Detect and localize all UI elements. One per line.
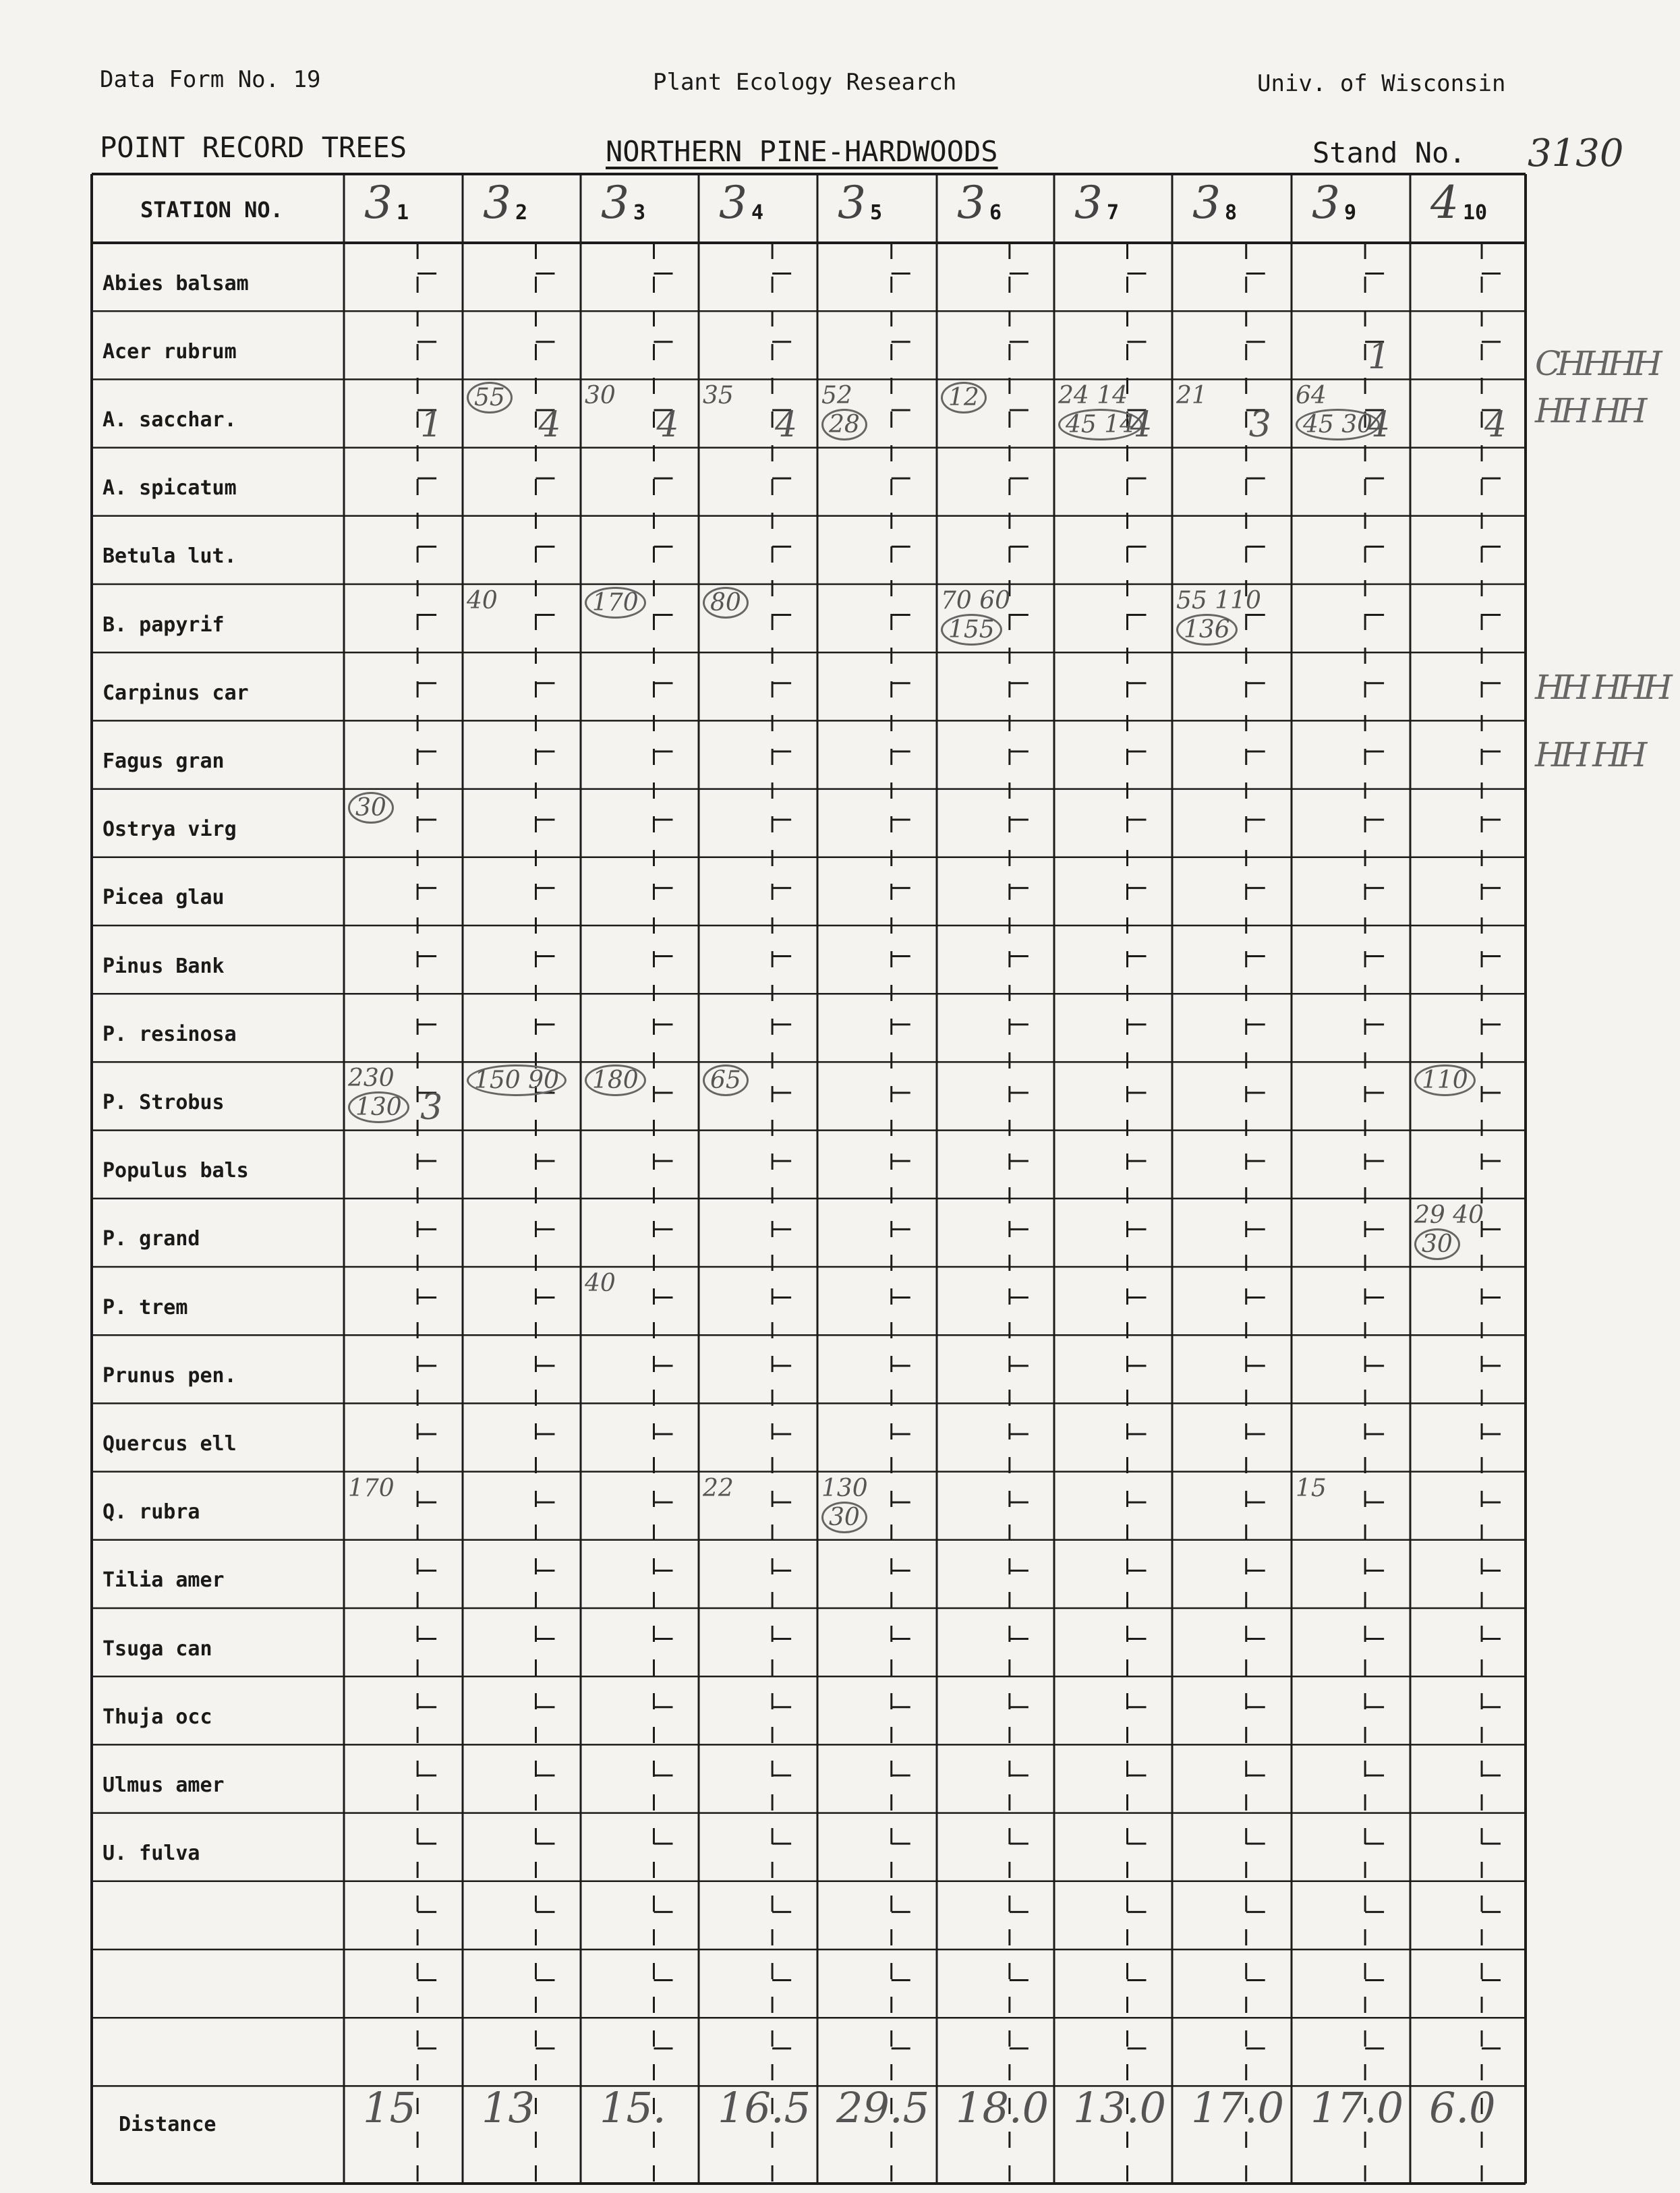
distance-value: 13: [482, 2083, 535, 2132]
diameter-entry: 110: [1414, 1064, 1476, 1096]
diameter-entry: 45 30: [1296, 409, 1380, 440]
species-label: P. grand: [103, 1227, 200, 1251]
species-label: Tilia amer: [103, 1568, 225, 1593]
species-label: Q. rubra: [103, 1500, 200, 1525]
station-number: 3: [633, 201, 646, 225]
species-label: P. resinosa: [103, 1022, 237, 1046]
diameter-entry: 80: [703, 587, 749, 619]
species-label: Tsuga can: [103, 1636, 212, 1661]
diameter-entry: 65: [703, 1064, 749, 1096]
diameter-entry: 136: [1176, 614, 1238, 646]
diameter-entry: 30: [821, 1502, 867, 1533]
station-prefix: 3: [838, 177, 866, 229]
diameter-entry: 230: [348, 1064, 395, 1093]
diameter-entry: 29 40: [1414, 1201, 1484, 1229]
quarter-count: 3: [420, 1087, 443, 1129]
diameter-entry: 24 14: [1058, 382, 1128, 410]
diameter-entry: 40: [467, 587, 498, 615]
institution-name: Univ. of Wisconsin: [1257, 70, 1506, 97]
diameter-entry: 64: [1296, 382, 1327, 410]
quarter-count: 1: [1368, 337, 1391, 378]
station-number: 8: [1225, 201, 1238, 225]
quarter-count: 4: [1368, 405, 1391, 446]
diameter-entry: 180: [585, 1064, 646, 1096]
station-number: 4: [751, 201, 764, 225]
margin-tally-mark: HH HH: [1535, 391, 1644, 430]
species-label: Ulmus amer: [103, 1773, 225, 1797]
margin-tally-mark: HH HHH: [1535, 668, 1669, 707]
species-label: Carpinus car: [103, 681, 249, 705]
species-label: Prunus pen.: [103, 1363, 237, 1388]
station-prefix: 3: [1192, 177, 1221, 229]
diameter-entry: 55 110: [1176, 587, 1261, 615]
station-prefix: 3: [483, 177, 511, 229]
quarter-count: 1: [420, 405, 443, 446]
distance-value: 17.0: [1310, 2083, 1404, 2132]
species-label: Fagus gran: [103, 749, 225, 773]
diameter-entry: 21: [1176, 382, 1207, 410]
species-label: Abies balsam: [103, 271, 249, 295]
diameter-entry: 15: [1296, 1474, 1327, 1502]
distance-value: 18.0: [956, 2083, 1049, 2132]
diameter-entry: 170: [585, 587, 646, 619]
station-prefix: 3: [1312, 177, 1340, 229]
species-label: Quercus ell: [103, 1431, 237, 1456]
distance-value: 16.5: [718, 2083, 811, 2132]
diameter-entry: 28: [821, 409, 867, 440]
diameter-entry: 52: [821, 382, 852, 410]
diameter-entry: 55: [467, 382, 513, 414]
distance-value: 17.0: [1191, 2083, 1285, 2132]
community-title: NORTHERN PINE-HARDWOODS: [606, 135, 998, 168]
record-type-title: POINT RECORD TREES: [100, 131, 407, 164]
diameter-entry: 170: [348, 1474, 395, 1502]
station-prefix: 3: [1074, 177, 1103, 229]
distance-value: 15.: [600, 2083, 666, 2132]
species-label: B. papyrif: [103, 613, 225, 637]
station-prefix: 3: [719, 177, 747, 229]
species-label: P. trem: [103, 1295, 188, 1319]
species-label: A. spicatum: [103, 476, 237, 501]
distance-value: 15: [363, 2083, 416, 2132]
species-label: U. fulva: [103, 1842, 200, 1866]
diameter-entry: 30: [585, 382, 616, 410]
station-number: 6: [989, 201, 1002, 225]
margin-tally-mark: HH HH: [1535, 735, 1644, 774]
species-label: Populus bals: [103, 1159, 249, 1183]
species-label: A. sacchar.: [103, 407, 237, 432]
diameter-entry: 155: [941, 614, 1002, 646]
station-prefix: 3: [364, 177, 393, 229]
station-number: 5: [870, 201, 883, 225]
station-number: 9: [1344, 201, 1357, 225]
station-prefix: 4: [1430, 177, 1459, 229]
diameter-entry: 40: [585, 1270, 616, 1297]
station-prefix: 3: [957, 177, 985, 229]
quarter-count: 4: [1130, 405, 1153, 446]
station-number: 7: [1107, 201, 1120, 225]
diameter-entry: 70 60: [941, 587, 1011, 615]
quarter-count: 4: [1484, 405, 1507, 446]
diameter-entry: 30: [348, 792, 394, 824]
distance-value: 29.5: [836, 2083, 930, 2132]
distance-value: 6.0: [1429, 2083, 1496, 2132]
diameter-entry: 22: [703, 1474, 734, 1502]
species-label: Ostrya virg: [103, 818, 237, 842]
diameter-entry: 150 90: [467, 1064, 567, 1096]
diameter-entry: 30: [1414, 1228, 1460, 1260]
station-prefix: 3: [601, 177, 629, 229]
species-label: Betula lut.: [103, 544, 237, 569]
distance-label: Distance: [119, 2113, 216, 2136]
quarter-count: 4: [656, 405, 679, 446]
diameter-entry: 45 14: [1058, 409, 1142, 440]
station-number: 2: [515, 201, 528, 225]
form-number: Data Form No. 19: [100, 66, 321, 93]
diameter-entry: 130: [821, 1474, 868, 1502]
project-name: Plant Ecology Research: [653, 69, 957, 96]
station-number: 10: [1463, 201, 1488, 225]
diameter-entry: 12: [941, 382, 987, 414]
quarter-count: 4: [538, 405, 561, 446]
diameter-entry: 130: [348, 1091, 409, 1123]
stand-number-label: Stand No.: [1312, 136, 1466, 169]
species-label: Pinus Bank: [103, 954, 225, 978]
species-label: Acer rubrum: [103, 339, 237, 364]
species-label: Thuja occ: [103, 1705, 212, 1729]
stand-number-value: 3130: [1528, 132, 1624, 175]
quarter-count: 3: [1248, 405, 1271, 446]
species-label: P. Strobus: [103, 1090, 225, 1114]
quarter-count: 4: [775, 405, 798, 446]
margin-tally-mark: CHHHH: [1535, 344, 1658, 383]
diameter-entry: 35: [703, 382, 734, 410]
distance-value: 13.0: [1073, 2083, 1167, 2132]
species-label: Picea glau: [103, 886, 225, 910]
station-number-label: STATION NO.: [140, 197, 283, 223]
station-number: 1: [397, 201, 409, 225]
